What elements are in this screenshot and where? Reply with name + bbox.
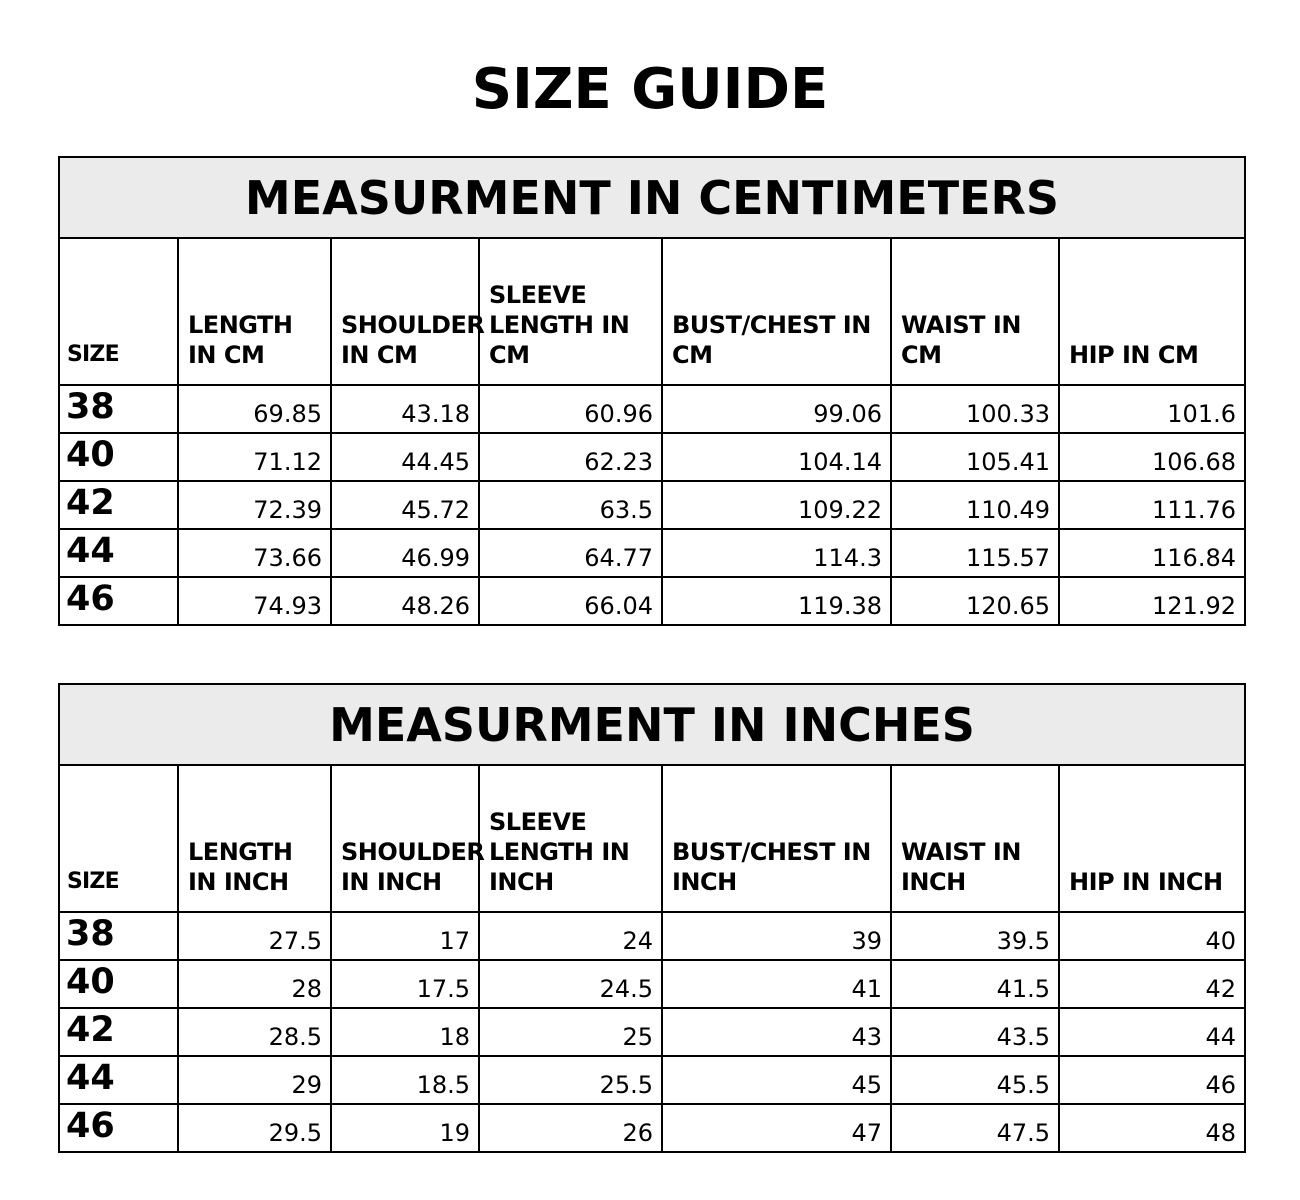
length-value: 73.66 [178, 529, 331, 577]
hip-value: 44 [1059, 1008, 1245, 1056]
column-header-row [59, 238, 1245, 385]
table-row [59, 1104, 1245, 1152]
bust-chest-value: 104.14 [662, 433, 891, 481]
sleeve-length-value: 24.5 [479, 960, 662, 1008]
waist-value: 100.33 [891, 385, 1059, 433]
column-header-length: LENGTH IN CM [178, 238, 331, 385]
hip-value: 46 [1059, 1056, 1245, 1104]
size-label: 46 [59, 577, 178, 625]
column-header-bust-chest: BUST/CHEST IN INCH [662, 765, 891, 912]
column-header-waist: WAIST IN INCH [891, 765, 1059, 912]
column-header-sleeve-length: SLEEVE LENGTH IN CM [479, 238, 662, 385]
column-header-bust-chest: BUST/CHEST IN CM [662, 238, 891, 385]
shoulder-value: 48.26 [331, 577, 479, 625]
size-label: 40 [59, 960, 178, 1008]
table-row [59, 577, 1245, 625]
column-header-shoulder: SHOULDER IN INCH [331, 765, 479, 912]
sleeve-length-value: 62.23 [479, 433, 662, 481]
length-value: 69.85 [178, 385, 331, 433]
size-label: 42 [59, 481, 178, 529]
column-header-size: SIZE [59, 765, 178, 912]
size-label: 40 [59, 433, 178, 481]
length-value: 74.93 [178, 577, 331, 625]
sleeve-length-value: 24 [479, 912, 662, 960]
shoulder-value: 18 [331, 1008, 479, 1056]
column-header-hip: HIP IN INCH [1059, 765, 1245, 912]
waist-value: 105.41 [891, 433, 1059, 481]
bust-chest-value: 45 [662, 1056, 891, 1104]
waist-value: 120.65 [891, 577, 1059, 625]
hip-value: 111.76 [1059, 481, 1245, 529]
size-label: 46 [59, 1104, 178, 1152]
length-value: 28.5 [178, 1008, 331, 1056]
waist-value: 39.5 [891, 912, 1059, 960]
waist-value: 45.5 [891, 1056, 1059, 1104]
bust-chest-value: 43 [662, 1008, 891, 1056]
column-header-length: LENGTH IN INCH [178, 765, 331, 912]
shoulder-value: 17 [331, 912, 479, 960]
bust-chest-value: 47 [662, 1104, 891, 1152]
bust-chest-value: 119.38 [662, 577, 891, 625]
waist-value: 115.57 [891, 529, 1059, 577]
shoulder-value: 19 [331, 1104, 479, 1152]
sleeve-length-value: 63.5 [479, 481, 662, 529]
length-value: 28 [178, 960, 331, 1008]
size-label: 44 [59, 529, 178, 577]
column-header-sleeve-length: SLEEVE LENGTH IN INCH [479, 765, 662, 912]
shoulder-value: 18.5 [331, 1056, 479, 1104]
page-title: SIZE GUIDE [471, 57, 829, 122]
table-row [59, 1008, 1245, 1056]
column-header-shoulder: SHOULDER IN CM [331, 238, 479, 385]
hip-value: 40 [1059, 912, 1245, 960]
section-heading-cm: MEASURMENT IN CENTIMETERS [59, 157, 1245, 238]
column-header-size: SIZE [59, 238, 178, 385]
hip-value: 121.92 [1059, 577, 1245, 625]
waist-value: 110.49 [891, 481, 1059, 529]
length-value: 71.12 [178, 433, 331, 481]
table-row [59, 481, 1245, 529]
hip-value: 101.6 [1059, 385, 1245, 433]
size-label: 38 [59, 385, 178, 433]
column-header-row [59, 765, 1245, 912]
bust-chest-value: 99.06 [662, 385, 891, 433]
hip-value: 48 [1059, 1104, 1245, 1152]
shoulder-value: 44.45 [331, 433, 479, 481]
table-row [59, 385, 1245, 433]
bust-chest-value: 39 [662, 912, 891, 960]
shoulder-value: 17.5 [331, 960, 479, 1008]
length-value: 72.39 [178, 481, 331, 529]
waist-value: 43.5 [891, 1008, 1059, 1056]
length-value: 29.5 [178, 1104, 331, 1152]
sleeve-length-value: 64.77 [479, 529, 662, 577]
shoulder-value: 43.18 [331, 385, 479, 433]
bust-chest-value: 41 [662, 960, 891, 1008]
sleeve-length-value: 60.96 [479, 385, 662, 433]
hip-value: 116.84 [1059, 529, 1245, 577]
size-label: 42 [59, 1008, 178, 1056]
length-value: 27.5 [178, 912, 331, 960]
hip-value: 42 [1059, 960, 1245, 1008]
table-row [59, 433, 1245, 481]
bust-chest-value: 114.3 [662, 529, 891, 577]
size-label: 38 [59, 912, 178, 960]
size-label: 44 [59, 1056, 178, 1104]
shoulder-value: 46.99 [331, 529, 479, 577]
cm-measurement-table [58, 156, 1246, 626]
table-row [59, 912, 1245, 960]
table-row [59, 529, 1245, 577]
waist-value: 47.5 [891, 1104, 1059, 1152]
sleeve-length-value: 25 [479, 1008, 662, 1056]
length-value: 29 [178, 1056, 331, 1104]
column-header-waist: WAIST IN CM [891, 238, 1059, 385]
inch-measurement-table [58, 683, 1246, 1153]
column-header-hip: HIP IN CM [1059, 238, 1245, 385]
hip-value: 106.68 [1059, 433, 1245, 481]
waist-value: 41.5 [891, 960, 1059, 1008]
sleeve-length-value: 66.04 [479, 577, 662, 625]
bust-chest-value: 109.22 [662, 481, 891, 529]
shoulder-value: 45.72 [331, 481, 479, 529]
sleeve-length-value: 25.5 [479, 1056, 662, 1104]
sleeve-length-value: 26 [479, 1104, 662, 1152]
table-row [59, 960, 1245, 1008]
table-row [59, 1056, 1245, 1104]
section-heading-inches: MEASURMENT IN INCHES [59, 684, 1245, 765]
